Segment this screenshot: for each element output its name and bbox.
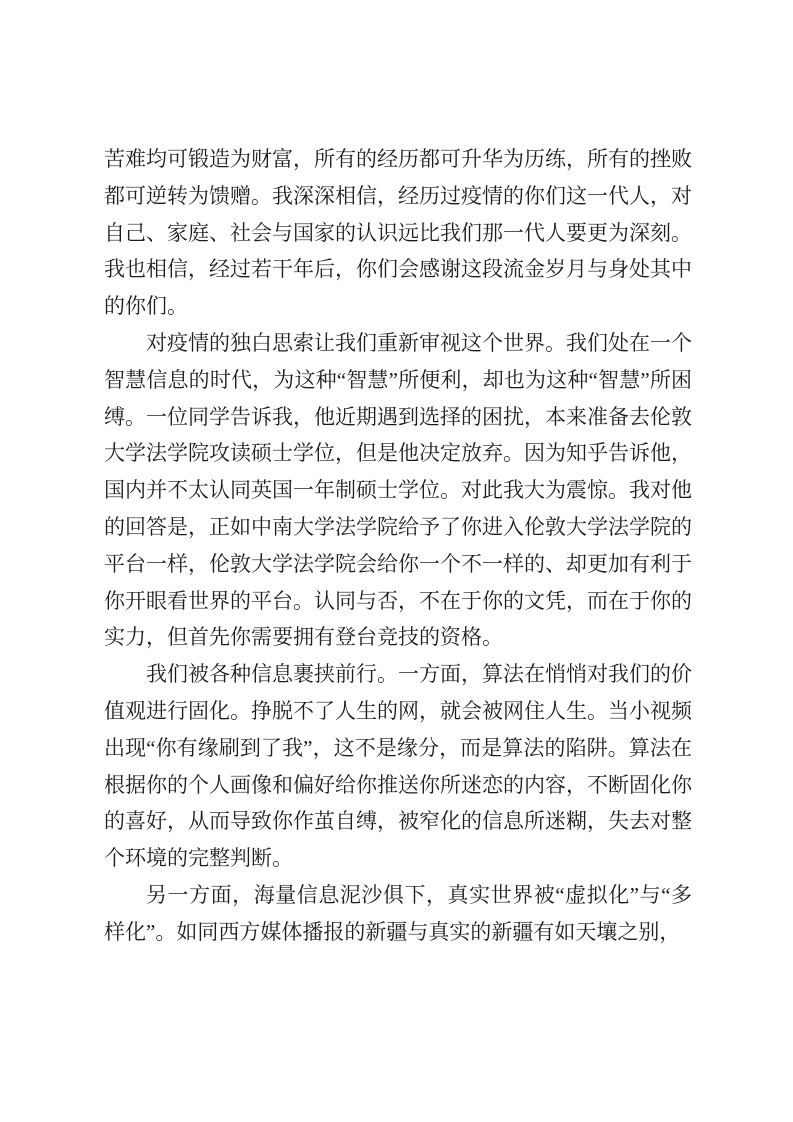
paragraph: 苦难均可锻造为财富，所有的经历都可升华为历练，所有的挫败都可逆转为馈赠。我深深相信，经历过疫情的你们这一代人，对自己、家庭、社会与国家的认识远比我们那一代人要更为深刻。我也相信，经过若干年后，你们会感谢这段流金岁月与身处其中的你们。 — [104, 147, 692, 319]
paragraph: 另一方面，海量信息泥沙俱下，真实世界被“虚拟化”与“多样化”。如同西方媒体播报的新疆与真实的新疆有如天壤之别， — [104, 882, 692, 944]
paragraph: 对疫情的独白思索让我们重新审视这个世界。我们处在一个智慧信息的时代，为这种“智慧”所便利，却也为这种“智慧”所困缚。一位同学告诉我，他近期遇到选择的困扰，本来准备去伦敦大学法学院攻读硕士学位，但是他决定放弃。因为知乎告诉他，国内并不太认同英国一年制硕士学位。对此我大为震惊。我对他的回答是，正如中南大学法学院给予了你进入伦敦大学法学院的平台一样，伦敦大学法学院会给你一个不一样的、却更加有利于你开眼看世界的平台。认同与否，不在于你的文凭，而在于你的实力，但首先你需要拥有登台竞技的资格。 — [104, 330, 692, 650]
paragraph: 我们被各种信息裹挟前行。一方面，算法在悄悄对我们的价值观进行固化。挣脱不了人生的网，就会被网住人生。当小视频出现“你有缘刷到了我”，这不是缘分，而是算法的陷阱。算法在根据你的个人画像和偏好给你推送你所迷恋的内容，不断固化你的喜好，从而导致你作茧自缚，被窄化的信息所迷糊，失去对整个环境的完整判断。 — [104, 662, 692, 871]
document-body — [104, 141, 692, 951]
